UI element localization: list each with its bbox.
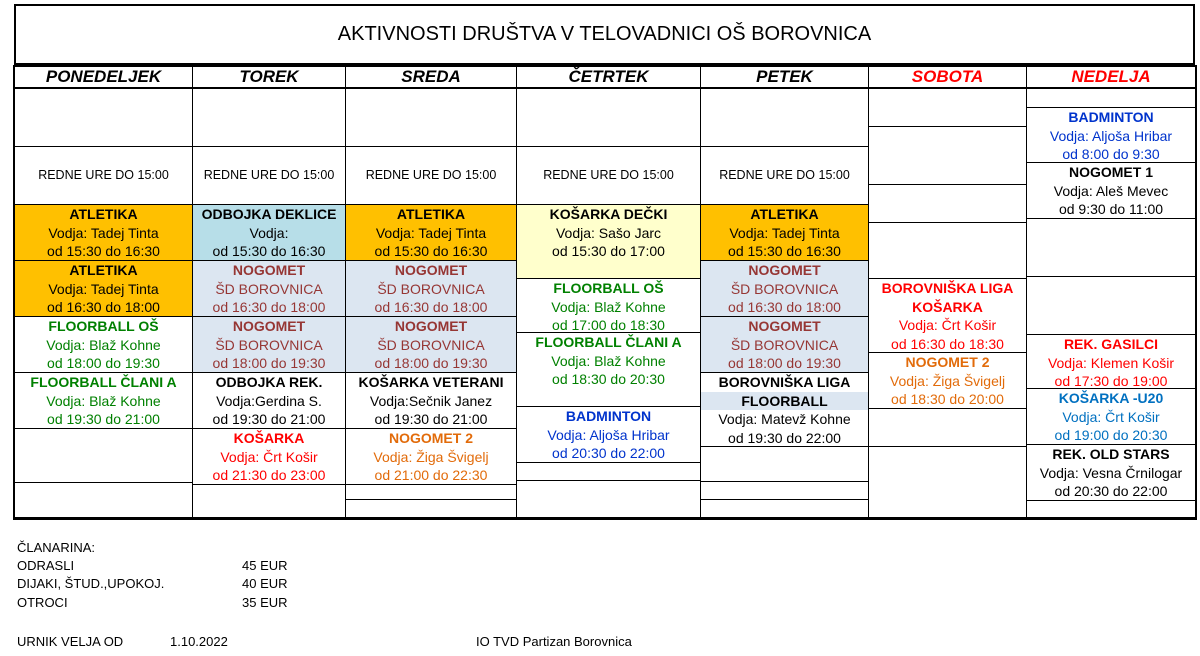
activity-name: KOŠARKA	[233, 430, 305, 446]
activity-detail: ŠD BOROVNICA	[215, 336, 323, 353]
activity-name: FLOORBALL ČLANI A	[30, 374, 177, 390]
activity-detail: Vodja: Blaž Kohne	[46, 392, 161, 409]
activity-block	[1027, 108, 1195, 163]
activity-name: NOGOMET	[394, 262, 468, 278]
activity-detail: ŠD BOROVNICA	[730, 336, 839, 353]
activity-detail: od 16:30 do 18:00	[212, 299, 326, 316]
activity-block	[517, 205, 700, 279]
activity-detail: Vodja: Matevž Kohne	[718, 411, 851, 428]
activity-detail: od 16:30 do 18:30	[891, 335, 1004, 352]
activity-name: NOGOMET 1	[1068, 164, 1153, 180]
activity-detail: od 17:00 do 18:30	[552, 317, 665, 333]
activity-detail: Vodja: Blaž Kohne	[551, 298, 666, 315]
activity-name: REK. GASILCI	[1063, 336, 1159, 352]
activity-detail: Vodja: Žiga Švigelj	[889, 372, 1006, 389]
activity-name: NOGOMET 2	[388, 430, 473, 446]
activity-detail: Vodja: Blaž Kohne	[46, 336, 161, 353]
empty-slot	[1027, 501, 1195, 518]
empty-slot	[701, 89, 868, 147]
activity-block	[1027, 335, 1195, 389]
activity-name: KOŠARKA VETERANI	[358, 374, 504, 390]
activity-block	[346, 373, 516, 429]
activity-block	[346, 317, 516, 373]
activity-block	[869, 279, 1026, 353]
activity-detail: FLOORBALL	[701, 392, 868, 411]
day-column-petek	[701, 67, 869, 518]
activity-name: ATLETIKA	[750, 206, 819, 222]
day-header: TOREK	[193, 67, 345, 89]
activity-detail: Vodja: Tadej Tinta	[48, 280, 159, 297]
empty-slot	[701, 447, 868, 482]
empty-slot	[346, 485, 516, 500]
day-column-sobota	[869, 67, 1027, 518]
empty-slot	[701, 482, 868, 500]
empty-slot	[346, 500, 516, 518]
activity-detail: KOŠARKA	[912, 298, 983, 315]
activity-block	[1027, 389, 1195, 445]
activity-detail: od 16:30 do 18:00	[374, 299, 488, 316]
empty-slot	[869, 89, 1026, 127]
day-header: PETEK	[701, 67, 868, 89]
activity-name: BOROVNIŠKA LIGA	[718, 374, 851, 390]
activity-name: NOGOMET	[748, 318, 821, 334]
activity-block	[15, 205, 192, 261]
day-header: ČETRTEK	[517, 67, 700, 89]
activity-block	[701, 373, 868, 447]
organization-name: IO TVD Partizan Borovnica	[476, 634, 632, 649]
day-column-četrtek	[517, 67, 701, 518]
activity-detail: Vodja: Aljoša Hribar	[547, 426, 670, 443]
activity-block	[701, 261, 868, 317]
empty-slot	[1027, 89, 1195, 108]
empty-slot	[193, 89, 345, 147]
activity-name: NOGOMET	[232, 262, 306, 278]
empty-slot	[517, 463, 700, 481]
activity-detail: od 15:30 do 16:30	[47, 243, 160, 260]
activity-detail: ŠD BOROVNICA	[377, 336, 485, 353]
regular-hours-cell: REDNE URE DO 15:00	[15, 147, 192, 205]
activity-detail: od 16:30 do 18:00	[47, 299, 160, 316]
day-column-nedelja	[1027, 67, 1195, 518]
activity-detail: od 15:30 do 16:30	[212, 243, 326, 260]
activity-block	[701, 317, 868, 373]
activity-name: NOGOMET	[232, 318, 306, 334]
activity-detail: Vodja:Gerdina S.	[216, 392, 322, 409]
activity-name: KOŠARKA DEČKI	[549, 206, 668, 222]
activity-detail: Vodja: Aljoša Hribar	[1049, 127, 1173, 144]
activity-detail: od 19:30 do 21:00	[212, 411, 326, 428]
activity-detail: ŠD BOROVNICA	[730, 280, 839, 297]
activity-detail: od 9:30 do 11:00	[1058, 201, 1164, 218]
activity-detail: od 15:30 do 16:30	[728, 243, 841, 260]
empty-slot	[517, 89, 700, 147]
activity-name: BADMINTON	[565, 408, 652, 424]
day-header: SREDA	[346, 67, 516, 89]
activity-detail: od 18:30 do 20:30	[552, 371, 665, 388]
activity-detail: Vodja: Črt Košir	[898, 317, 997, 334]
activity-name: ATLETIKA	[69, 262, 138, 278]
valid-from-label: URNIK VELJA OD	[17, 634, 124, 649]
activity-block	[517, 407, 700, 463]
empty-slot	[346, 89, 516, 147]
activity-detail: od 18:30 do 20:00	[891, 391, 1004, 408]
activity-name: NOGOMET 2	[905, 354, 990, 370]
day-header: SOBOTA	[869, 67, 1026, 89]
activity-detail: Vodja: Blaž Kohne	[551, 352, 666, 369]
empty-slot	[15, 483, 192, 518]
activity-detail: od 15:30 do 16:30	[374, 243, 488, 260]
activity-block	[193, 429, 345, 485]
empty-slot	[1027, 277, 1195, 335]
activity-name: KOŠARKA -U20	[1058, 390, 1164, 406]
empty-slot	[517, 481, 700, 518]
activity-detail: Vodja: Aleš Mevec	[1053, 182, 1169, 199]
membership-group: ODRASLI	[17, 558, 75, 573]
activity-detail: Vodja: Žiga Švigelj	[373, 448, 489, 465]
empty-slot	[869, 127, 1026, 185]
empty-slot	[15, 429, 192, 483]
activity-block	[346, 205, 516, 261]
activity-block	[15, 373, 192, 429]
activity-block	[517, 279, 700, 333]
day-header: PONEDELJEK	[15, 67, 192, 89]
activity-block	[193, 373, 345, 429]
activity-name: ATLETIKA	[396, 206, 466, 222]
activity-block	[1027, 163, 1195, 219]
activity-block	[193, 205, 345, 261]
activity-detail: Vodja: Klemen Košir	[1047, 354, 1175, 371]
activity-detail: od 16:30 do 18:00	[728, 299, 841, 316]
empty-slot	[869, 447, 1026, 518]
empty-slot	[1027, 219, 1195, 277]
empty-slot	[193, 485, 345, 518]
regular-hours-cell: REDNE URE DO 15:00	[517, 147, 700, 205]
activity-block	[869, 353, 1026, 409]
activity-block	[346, 429, 516, 485]
activity-block	[193, 261, 345, 317]
activity-detail: Vodja: Sašo Jarc	[555, 224, 662, 241]
activity-block	[346, 261, 516, 317]
activity-name: FLOORBALL OŠ	[553, 280, 664, 296]
activity-block	[701, 205, 868, 261]
page-title: AKTIVNOSTI DRUŠTVA V TELOVADNICI OŠ BOROVNICA	[14, 4, 1195, 65]
regular-hours-cell: REDNE URE DO 15:00	[193, 147, 345, 205]
activity-name: ODBOJKA DEKLICE	[201, 206, 337, 222]
membership-price: 40 EUR	[242, 576, 288, 591]
activity-detail: Vodja: Tadej Tinta	[729, 224, 840, 241]
activity-detail: od 19:30 do 22:00	[728, 429, 841, 446]
activity-detail: Vodja: Črt Košir	[220, 448, 318, 465]
regular-hours-cell: REDNE URE DO 15:00	[701, 147, 868, 205]
activity-detail: Vodja: Vesna Črnilogar	[1039, 464, 1183, 481]
activity-detail: od 19:30 do 21:00	[374, 411, 488, 428]
empty-slot	[869, 409, 1026, 447]
activity-name: ODBOJKA REK.	[215, 374, 323, 390]
activity-detail: od 15:30 do 17:00	[552, 243, 665, 260]
activity-detail: od 20:30 do 22:00	[552, 445, 665, 462]
activity-detail: od 18:00 do 19:30	[47, 355, 160, 372]
activity-name: ATLETIKA	[69, 206, 138, 222]
regular-hours-cell: REDNE URE DO 15:00	[346, 147, 516, 205]
empty-slot	[869, 185, 1026, 223]
activity-detail: od 18:00 do 19:30	[212, 355, 326, 372]
activity-name: BADMINTON	[1068, 109, 1154, 125]
activity-detail: Vodja:Sečnik Janez	[369, 392, 493, 409]
schedule-grid	[13, 65, 1197, 520]
day-header: NEDELJA	[1027, 67, 1195, 89]
empty-slot	[15, 89, 192, 147]
activity-detail: ŠD BOROVNICA	[215, 280, 323, 297]
activity-name: FLOORBALL OŠ	[48, 318, 159, 334]
activity-block	[15, 317, 192, 373]
membership-price: 35 EUR	[242, 595, 288, 610]
activity-block	[193, 317, 345, 373]
activity-name: REK. OLD STARS	[1052, 446, 1170, 462]
empty-slot	[869, 223, 1026, 279]
activity-block	[1027, 445, 1195, 501]
activity-block	[517, 333, 700, 407]
activity-name: NOGOMET	[748, 262, 821, 278]
day-column-torek	[193, 67, 346, 518]
membership-label: ČLANARINA:	[17, 540, 96, 555]
membership-group: OTROCI	[17, 595, 68, 610]
activity-detail: od 19:30 do 21:00	[47, 411, 160, 428]
empty-slot	[701, 500, 868, 518]
activity-detail: od 17:30 do 19:00	[1054, 373, 1168, 389]
activity-block	[15, 261, 192, 317]
activity-detail: od 8:00 do 9:30	[1062, 146, 1160, 163]
activity-detail: ŠD BOROVNICA	[377, 280, 485, 297]
activity-detail: od 21:00 do 22:30	[374, 467, 488, 484]
activity-detail: Vodja: Tadej Tinta	[48, 224, 159, 241]
activity-detail: od 19:00 do 20:30	[1054, 427, 1168, 444]
membership-group: DIJAKI, ŠTUD.,UPOKOJ.	[17, 576, 165, 591]
activity-detail: Vodja: Črt Košir	[1062, 408, 1160, 425]
activity-name: NOGOMET	[394, 318, 468, 334]
activity-detail: Vodja:	[249, 224, 289, 241]
day-column-ponedeljek	[15, 67, 193, 518]
valid-from-date: 1.10.2022	[170, 634, 228, 649]
activity-detail: od 21:30 do 23:00	[212, 467, 326, 484]
day-column-sreda	[346, 67, 517, 518]
membership-price: 45 EUR	[242, 558, 288, 573]
activity-name: FLOORBALL ČLANI A	[535, 334, 682, 350]
activity-detail: Vodja: Tadej Tinta	[375, 224, 487, 241]
activity-detail: od 20:30 do 22:00	[1054, 483, 1168, 500]
activity-name: BOROVNIŠKA LIGA	[881, 280, 1014, 296]
activity-detail: od 18:00 do 19:30	[374, 355, 488, 372]
activity-detail: od 18:00 do 19:30	[728, 355, 841, 372]
